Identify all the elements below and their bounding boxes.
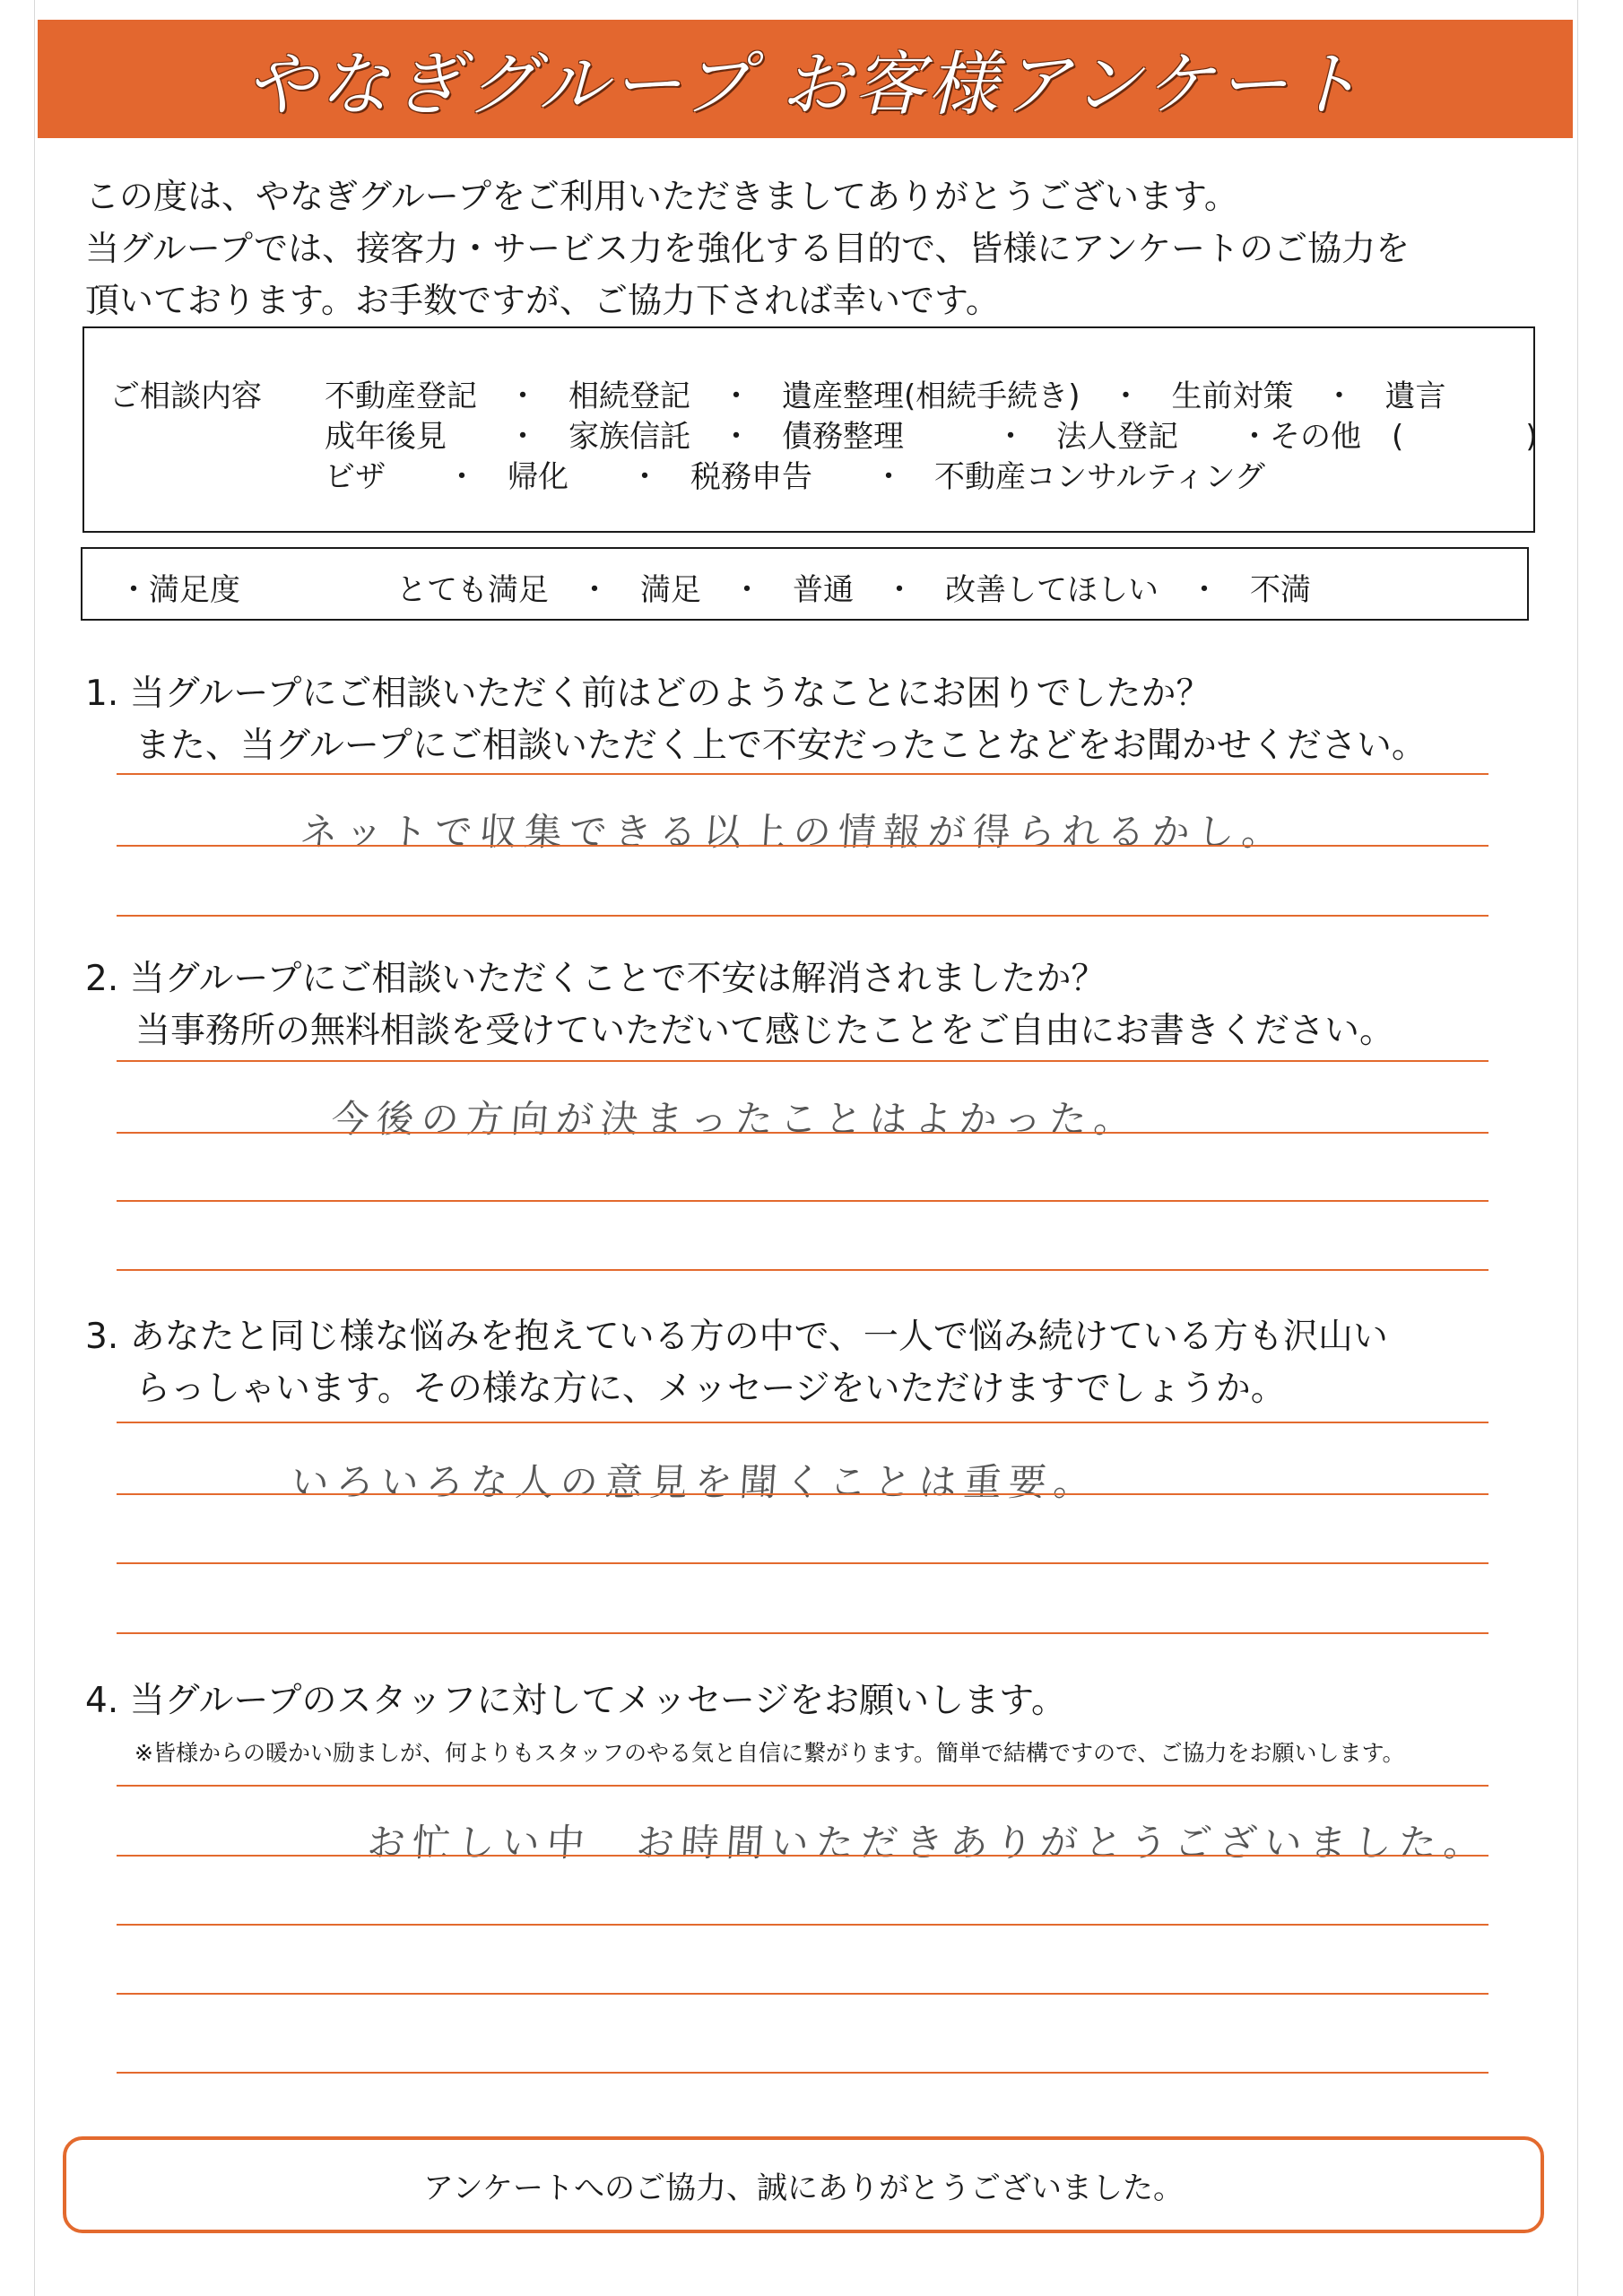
question-3-line1: 3. あなたと同じ様な悩みを抱えている方の中で、一人で悩み続けている方も沢山い [85,1317,1388,1357]
answer-rule [117,845,1488,847]
answer-1-handwriting: ネットで収集できる以上の情報が得られるかし。 [299,810,1289,854]
consultation-box [82,326,1538,533]
question-2-line1: 2. 当グループにご相談いただくことで不安は解消されましたか？ [85,959,1107,999]
question-3-line2: らっしゃいます。その様な方に、メッセージをいただけますでしょうか。 [135,1369,1286,1409]
thank-you-text: アンケートへのご協力、誠にありがとうございました。 [423,2170,1184,2206]
question-1-line1: 1. 当グループにご相談いただく前はどのようなことにお困りでしたか？ [85,674,1211,714]
answer-rule [117,1993,1488,1995]
answer-4-handwriting: お忙しい中 お時間いただきありがとうございました。 [366,1821,1490,1865]
question-3 [85,1311,1388,1415]
answer-rule [117,1200,1488,1202]
intro-paragraph [85,170,1556,326]
question-4-note: ※皆様からの暖かい励ましが、何よりもスタッフのやる気と自信に繋がります。簡単で結構ですので、ご協力をお願いします。 [135,1740,1405,1766]
header-band [38,20,1573,138]
answer-rule [117,1422,1488,1423]
satisfaction-box [81,547,1529,621]
answer-2-handwriting: 今後の方向が決まったことはよかった。 [330,1097,1141,1141]
answer-rule [117,1632,1488,1634]
intro-line: この度は、やなぎグループをご利用いただきましてありがとうございます。 [85,177,1238,216]
thank-you-box [63,2136,1544,2233]
consultation-options-row: 成年後見 ・ 家族信託 ・ 債務整理 ・ 法人登記 ・その他 ( ) [325,419,1538,455]
question-2-line2: 当事務所の無料相談を受けていただいて感じたことをご自由にお書きください。 [135,1011,1395,1051]
answer-rule [117,1060,1488,1062]
survey-title: やなぎグループ お客様アンケート [246,45,1365,126]
answer-rule [117,1924,1488,1926]
question-1 [85,668,1427,772]
satisfaction-label: ・満足度 [118,572,240,608]
question-4-line1: 4. 当グループのスタッフに対してメッセージをお願いします。 [85,1681,1067,1721]
answer-rule [117,1562,1488,1564]
question-4 [85,1675,1066,1727]
answer-rule [117,1493,1488,1495]
answer-rule [117,1269,1488,1271]
intro-line: 頂いております。お手数ですが、ご協力下されば幸いです。 [85,281,1000,320]
consultation-label: ご相談内容 [109,378,262,414]
answer-rule [117,773,1488,775]
question-1-line2: また、当グループにご相談いただく上で不安だったことなどをお聞かせください。 [135,726,1427,766]
answer-rule [117,1785,1488,1787]
satisfaction-options: とても満足 ・ 満足 ・ 普通 ・ 改善してほしい ・ 不満 [396,572,1311,608]
consultation-options-row: ビザ ・ 帰化 ・ 税務申告 ・ 不動産コンサルティング [325,459,1265,495]
intro-line: 当グループでは、接客力・サービス力を強化する目的で、皆様にアンケートのご協力を [85,229,1410,268]
answer-3-handwriting: いろいろな人の意見を聞くことは重要。 [290,1460,1100,1504]
consultation-options-row: 不動産登記 ・ 相続登記 ・ 遺産整理(相続手続き) ・ 生前対策 ・ 遺言 [325,378,1446,414]
answer-rule [117,1855,1488,1857]
answer-rule [117,1132,1488,1134]
answer-rule [117,915,1488,917]
answer-rule [117,2072,1488,2074]
question-2 [85,953,1394,1057]
